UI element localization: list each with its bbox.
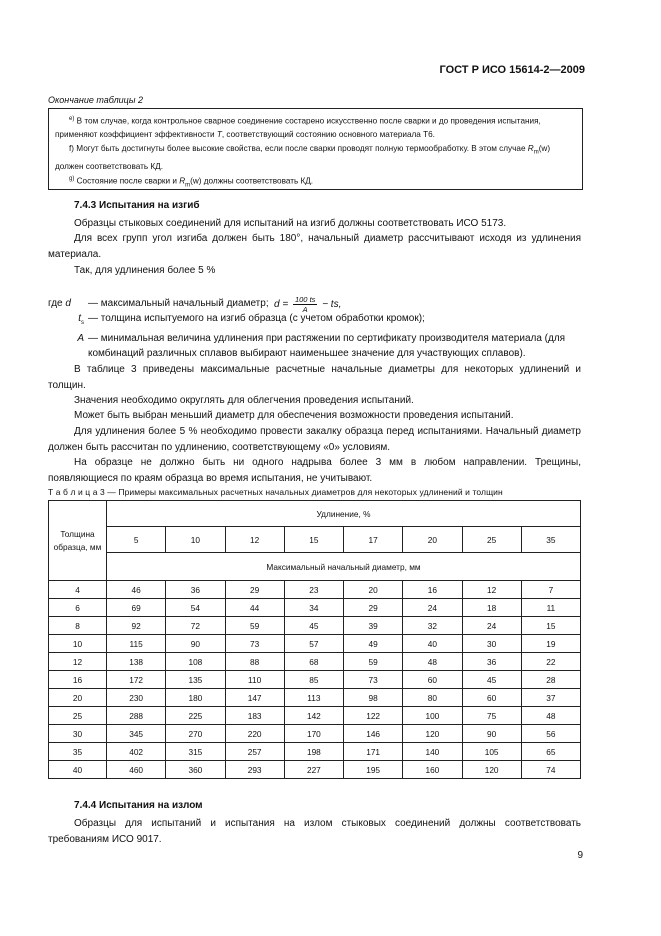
diameter-cell: 180: [166, 689, 225, 707]
diameter-cell: 7: [521, 581, 580, 599]
note-g: $^{g)}$ Состояние после сварки и $R_m(w)$ должны соответствовать КД.: [69, 176, 314, 189]
diameter-cell: 32: [403, 617, 462, 635]
diameter-cell: 225: [166, 707, 225, 725]
paragraph: На образце не должно быть ни одного надрыва более 3 мм в любом направлении. Трещины, появляющиеся по краям образца во время испытания, не учитывают.: [48, 457, 581, 484]
diameter-cell: 90: [462, 725, 521, 743]
thickness-cell: 12: [49, 653, 107, 671]
thickness-cell: 35: [49, 743, 107, 761]
diameter-cell: 402: [107, 743, 166, 761]
section-heading-7-4-3: 7.4.3 Испытания на изгиб: [74, 200, 200, 211]
diameter-header: Максимальный начальный диаметр, мм: [107, 553, 581, 581]
diameter-cell: 22: [521, 653, 580, 671]
diameter-cell: 18: [462, 599, 521, 617]
diameter-cell: 160: [403, 761, 462, 779]
elongation-cell: 25: [462, 527, 521, 553]
diameter-cell: 45: [462, 671, 521, 689]
diameter-cell: 30: [462, 635, 521, 653]
thickness-cell: 10: [49, 635, 107, 653]
diameter-cell: 115: [107, 635, 166, 653]
diameter-cell: 108: [166, 653, 225, 671]
thickness-cell: 30: [49, 725, 107, 743]
elongation-cell: 17: [344, 527, 403, 553]
section-heading-7-4-4: 7.4.4 Испытания на излом: [74, 800, 203, 811]
diameter-cell: 172: [107, 671, 166, 689]
diameter-cell: 73: [344, 671, 403, 689]
diameter-cell: 60: [462, 689, 521, 707]
diameter-cell: 16: [403, 581, 462, 599]
diameter-cell: 120: [462, 761, 521, 779]
diameter-cell: 37: [521, 689, 580, 707]
elongation-cell: 15: [284, 527, 343, 553]
diameter-cell: 138: [107, 653, 166, 671]
paragraph: Может быть выбран меньший диаметр для обеспечения возможности проведения испытаний.: [74, 410, 514, 421]
diameter-cell: 29: [225, 581, 284, 599]
diameter-cell: 227: [284, 761, 343, 779]
diameter-cell: 72: [166, 617, 225, 635]
thickness-cell: 20: [49, 689, 107, 707]
diameter-cell: 195: [344, 761, 403, 779]
diameter-cell: 113: [284, 689, 343, 707]
diameter-cell: 75: [462, 707, 521, 725]
diameter-cell: 45: [284, 617, 343, 635]
diameter-cell: 100: [403, 707, 462, 725]
diameter-cell: 88: [225, 653, 284, 671]
paragraph: Так, для удлинения более 5 %: [74, 265, 216, 276]
diameter-cell: 60: [403, 671, 462, 689]
table-continuation-label: Окончание таблицы 2: [48, 95, 143, 105]
diameter-cell: 98: [344, 689, 403, 707]
table-row: [49, 707, 581, 725]
diameter-cell: 24: [462, 617, 521, 635]
paragraph: Значения необходимо округлять для облегчения проведения испытаний.: [74, 395, 414, 406]
diameter-cell: 230: [107, 689, 166, 707]
diameter-cell: 54: [166, 599, 225, 617]
diameter-cell: 56: [521, 725, 580, 743]
diameter-cell: 28: [521, 671, 580, 689]
note-e: $^{e)}$ В том случае, когда контрольное сварное соединение состарено искусственно после сварки и до проведения испытания, применяют коэффициент эффективности T, соответствующий состоянию основного материала Т6.: [55, 116, 541, 140]
diameter-cell: 74: [521, 761, 580, 779]
elongation-cell: 20: [403, 527, 462, 553]
table-row: [49, 581, 581, 599]
formula: d = $\frac{100 ts}{A}$ − ts,: [274, 295, 342, 314]
thickness-cell: 40: [49, 761, 107, 779]
diameter-cell: 92: [107, 617, 166, 635]
diameter-cell: 34: [284, 599, 343, 617]
table-row: [49, 635, 581, 653]
page-number: 9: [577, 850, 583, 861]
formula-legend: где d — максимальный начальный диаметр; $t_s$ — толщина испытуемого на изгиб образца (с учетом обработки кромок); A — минимальная величина удлинения при растяжении по сертификату производителя материала (для комбинаций различных сплавов выбирают наименьшее значение для участвующих сплавов).: [48, 298, 566, 359]
table2-notes: [48, 108, 583, 190]
diameter-cell: 48: [403, 653, 462, 671]
diameter-cell: 57: [284, 635, 343, 653]
table-row: [49, 653, 581, 671]
diameter-cell: 80: [403, 689, 462, 707]
table-row: [49, 599, 581, 617]
diameter-cell: 19: [521, 635, 580, 653]
diameter-cell: 39: [344, 617, 403, 635]
document-header: ГОСТ Р ИСО 15614-2—2009: [439, 64, 585, 76]
table3-caption: Т а б л и ц а 3 — Примеры максимальных расчетных начальных диаметров для некоторых удлинений и толщин: [48, 487, 503, 497]
thickness-cell: 16: [49, 671, 107, 689]
diameter-cell: 146: [344, 725, 403, 743]
table-row: [49, 689, 581, 707]
diameter-cell: 198: [284, 743, 343, 761]
thickness-cell: 6: [49, 599, 107, 617]
diameter-cell: 15: [521, 617, 580, 635]
diameter-cell: 170: [284, 725, 343, 743]
elongation-cell: 5: [107, 527, 166, 553]
diameter-cell: 85: [284, 671, 343, 689]
diameter-cell: 24: [403, 599, 462, 617]
diameter-cell: 36: [166, 581, 225, 599]
thickness-cell: 8: [49, 617, 107, 635]
diameter-cell: 140: [403, 743, 462, 761]
diameter-cell: 23: [284, 581, 343, 599]
diameter-cell: 44: [225, 599, 284, 617]
diameter-cell: 69: [107, 599, 166, 617]
diameter-cell: 315: [166, 743, 225, 761]
diameter-cell: 120: [403, 725, 462, 743]
elongation-cell: 35: [521, 527, 580, 553]
diameter-cell: 142: [284, 707, 343, 725]
table-row: [49, 671, 581, 689]
diameter-cell: 68: [284, 653, 343, 671]
diameter-cell: 293: [225, 761, 284, 779]
paragraph: Для всех групп угол изгиба должен быть 180°, начальный диаметр рассчитывают исходя из удлинения материала.: [48, 233, 581, 260]
diameter-cell: 360: [166, 761, 225, 779]
diameter-cell: 147: [225, 689, 284, 707]
table3: [48, 500, 581, 779]
table-row: [49, 617, 581, 635]
diameter-cell: 460: [107, 761, 166, 779]
paragraph: В таблице 3 приведены максимальные расчетные начальные диаметры для некоторых удлинений и толщин.: [48, 364, 581, 391]
diameter-cell: 345: [107, 725, 166, 743]
thickness-cell: 4: [49, 581, 107, 599]
elongation-cell: 10: [166, 527, 225, 553]
elongation-cell: 12: [225, 527, 284, 553]
diameter-cell: 65: [521, 743, 580, 761]
diameter-cell: 36: [462, 653, 521, 671]
diameter-cell: 73: [225, 635, 284, 653]
diameter-cell: 110: [225, 671, 284, 689]
diameter-cell: 12: [462, 581, 521, 599]
diameter-cell: 90: [166, 635, 225, 653]
elongation-header: Удлинение, %: [107, 501, 581, 527]
diameter-cell: 11: [521, 599, 580, 617]
diameter-cell: 59: [344, 653, 403, 671]
diameter-cell: 48: [521, 707, 580, 725]
diameter-cell: 49: [344, 635, 403, 653]
diameter-cell: 270: [166, 725, 225, 743]
paragraph: Образцы стыковых соединений для испытаний на изгиб должны соответствовать ИСО 5173.: [74, 218, 507, 229]
paragraph: Для удлинения более 5 % необходимо провести закалку образца перед испытаниями. Начальный диаметр должен быть рассчитан по удлинению, соответствующему «0» условиям.: [48, 426, 581, 453]
note-f: f) Могут быть достигнуты более высокие свойства, если после сварки проводят полную термообработку. В этом случае $R_m(w)$ должен соответствовать КД.: [55, 143, 551, 171]
diameter-cell: 29: [344, 599, 403, 617]
table-row: [49, 761, 581, 779]
diameter-cell: 46: [107, 581, 166, 599]
diameter-cell: 105: [462, 743, 521, 761]
table-row: [49, 743, 581, 761]
diameter-cell: 257: [225, 743, 284, 761]
diameter-cell: 171: [344, 743, 403, 761]
diameter-cell: 20: [344, 581, 403, 599]
diameter-cell: 220: [225, 725, 284, 743]
thickness-cell: 25: [49, 707, 107, 725]
diameter-cell: 135: [166, 671, 225, 689]
paragraph: Образцы для испытаний и испытания на излом стыковых соединений должны соответствовать требованиям ИСО 9017.: [48, 818, 581, 845]
diameter-cell: 288: [107, 707, 166, 725]
table-row: [49, 725, 581, 743]
diameter-cell: 122: [344, 707, 403, 725]
diameter-cell: 40: [403, 635, 462, 653]
thickness-header: Толщина образца, мм: [49, 501, 107, 581]
diameter-cell: 183: [225, 707, 284, 725]
diameter-cell: 59: [225, 617, 284, 635]
